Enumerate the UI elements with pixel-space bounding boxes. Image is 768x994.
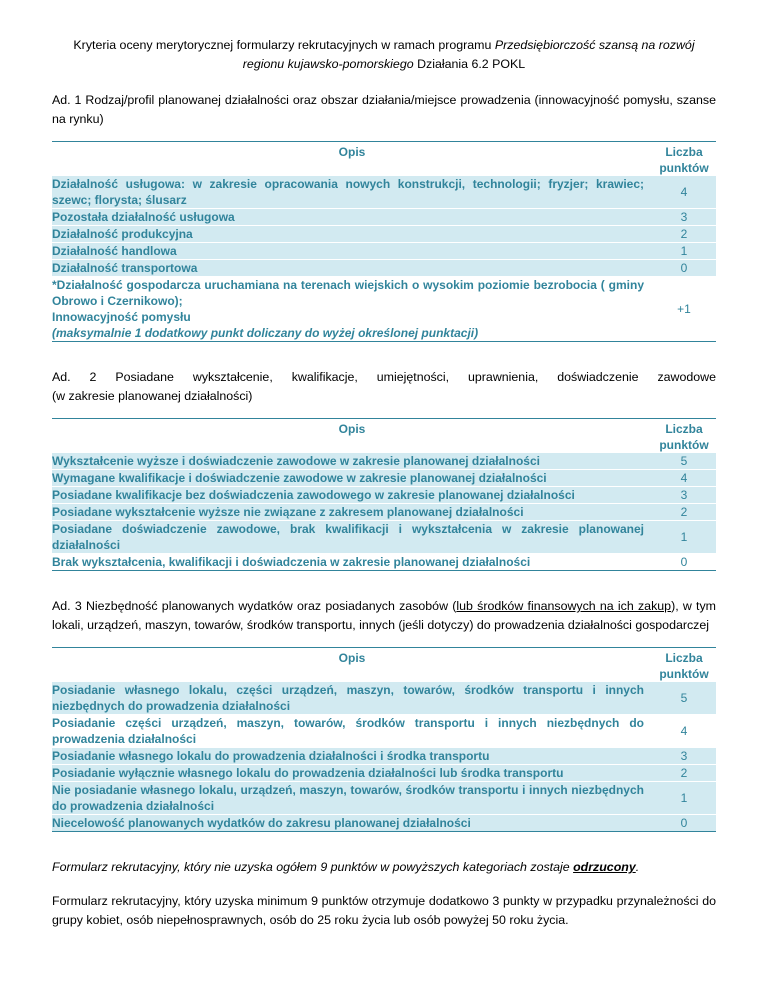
row-points: 4	[652, 176, 716, 209]
row-points: 3	[652, 209, 716, 226]
table-row	[52, 504, 716, 521]
row-description: Niecelowość planowanych wydatków do zakresu planowanej działalności	[52, 815, 652, 832]
row-description: Pozostała działalność usługowa	[52, 209, 652, 226]
row-description: Posiadanie części urządzeń, maszyn, towarów, środków transportu i innych niezbędnych do prowadzenia działalności	[52, 716, 644, 746]
table-row	[52, 554, 716, 571]
row-points: 2	[652, 765, 716, 782]
document-title	[52, 36, 716, 74]
row-points: 3	[652, 748, 716, 765]
table-row	[52, 487, 716, 504]
row-points: 2	[652, 226, 716, 243]
row-description: Posiadanie własnego lokalu do prowadzenia działalności i środka transportu	[52, 748, 652, 765]
section3-heading-underlined: lub środków finansowych na ich zakup	[456, 599, 672, 613]
row-description: Posiadanie własnego lokalu, części urządzeń, maszyn, towarów, środków transportu i innych niezbędnych do prowadzenia działalności	[52, 682, 652, 715]
title-program: Przedsiębiorczość szansą na rozwój regionu kujawsko-pomorskiego	[242, 38, 695, 71]
table-row	[52, 226, 716, 243]
section2-table	[52, 418, 716, 571]
table-row	[52, 470, 716, 487]
row-description: Posiadane doświadczenie zawodowe, brak kwalifikacji i wykształcenia w zakresie planowanej działalności	[52, 521, 652, 554]
table-row-bonus	[52, 277, 716, 342]
row-description: Brak wykształcenia, kwalifikacji i doświadczenia w zakresie planowanej działalności	[52, 555, 531, 569]
row-description: Posiadanie wyłącznie własnego lokalu do prowadzenia działalności lub środka transportu	[52, 765, 652, 782]
row-description: Nie posiadanie własnego lokalu, urządzeń, maszyn, towarów, środków transportu i innych niezbędnych do prowadzenia działalności	[52, 782, 652, 815]
row-description: Działalność usługowa: w zakresie opracowania nowych konstrukcji, technologii; fryzjer; krawiec; szewc; florysta; ślusarz	[52, 176, 652, 209]
row-points: 1	[652, 521, 716, 554]
table-row	[52, 260, 716, 277]
section3-heading: Ad. 3 Niezbędność planowanych wydatków oraz posiadanych zasobów (lub środków finansowych na ich zakup), w tym lokali, urządzeń, maszyn, towarów, środków transportu, innych (jeśli dotyczy) do prowadzenia działalności gospodarczej	[52, 599, 716, 632]
row-description: Wykształcenie wyższe i doświadczenie zawodowe w zakresie planowanej działalności	[52, 453, 652, 470]
table-row	[52, 682, 716, 715]
row-description: Posiadane wykształcenie wyższe nie związane z zakresem planowanej działalności	[52, 504, 652, 521]
title-suffix: Działania 6.2 POKL	[417, 57, 526, 71]
section3-table	[52, 647, 716, 832]
table-row	[52, 815, 716, 832]
table-row	[52, 453, 716, 470]
row-description: Wymagane kwalifikacje i doświadczenie zawodowe w zakresie planowanej działalności	[52, 470, 652, 487]
row-description: Posiadane kwalifikacje bez doświadczenia zawodowego w zakresie planowanej działalności	[52, 487, 652, 504]
bonus-note: (maksymalnie 1 dodatkowy punkt doliczany do wyżej określonej punktacji)	[52, 326, 479, 340]
bonus-line-2: Innowacyjność pomysłu	[52, 310, 191, 324]
section1-col-opis: Opis	[338, 145, 366, 159]
row-points: 0	[652, 260, 716, 277]
table-row	[52, 243, 716, 260]
row-description: Działalność handlowa	[52, 243, 652, 260]
section2-col-points: Liczba punktów	[659, 422, 709, 452]
rejection-note: Formularz rekrutacyjny, który nie uzyska ogółem 9 punktów w powyższych kategoriach zostaje odrzucony.	[52, 860, 640, 874]
bonus-points: +1	[677, 302, 691, 316]
section1-table	[52, 141, 716, 342]
bonus-description	[52, 277, 652, 342]
row-points: 1	[652, 782, 716, 815]
section1-heading: Ad. 1 Rodzaj/profil planowanej działalności oraz obszar działania/miejsce prowadzenia (innowacyjność pomysłu, szanse na rynku)	[52, 93, 716, 126]
section3-col-opis: Opis	[338, 651, 366, 665]
title-prefix: Kryteria oceny merytorycznej formularzy rekrutacyjnych w ramach programu	[73, 38, 492, 52]
row-points: 3	[652, 487, 716, 504]
row-description: Działalność transportowa	[52, 260, 652, 277]
table-row	[52, 521, 716, 554]
section2-heading-line2: (w zakresie planowanej działalności)	[52, 389, 253, 403]
rejection-keyword: odrzucony	[573, 860, 636, 874]
section2-col-opis: Opis	[338, 422, 366, 436]
row-points: 0	[652, 815, 716, 832]
table-row	[52, 765, 716, 782]
section1-col-points: Liczba punktów	[659, 145, 709, 175]
section2-heading: Ad. 2 Posiadane wykształcenie, kwalifikacje, umiejętności, uprawnienia, doświadczenie zawodowe	[52, 370, 716, 384]
bonus-points-note: Formularz rekrutacyjny, który uzyska minimum 9 punktów otrzymuje dodatkowo 3 punkty w przypadku przynależności do grupy kobiet, osób niepełnosprawnych, osób do 25 roku życia lub osób powyżej 50 roku życia.	[52, 894, 716, 927]
row-points: 5	[652, 682, 716, 715]
table-row	[52, 176, 716, 209]
row-points: 4	[652, 470, 716, 487]
section3-col-points: Liczba punktów	[659, 651, 709, 681]
table-row	[52, 748, 716, 765]
row-points: 1	[652, 243, 716, 260]
table-row	[52, 782, 716, 815]
row-points: 4	[680, 724, 688, 738]
row-points: 5	[652, 453, 716, 470]
bonus-line-1: *Działalność gospodarcza uruchamiana na terenach wiejskich o wysokim poziomie bezrobocia ( gminy Obrowo i Czernikowo);	[52, 278, 644, 308]
table-row	[52, 715, 716, 748]
table-row	[52, 209, 716, 226]
row-points: 0	[680, 555, 688, 569]
document-page	[52, 36, 716, 930]
row-points: 2	[652, 504, 716, 521]
row-description: Działalność produkcyjna	[52, 226, 652, 243]
